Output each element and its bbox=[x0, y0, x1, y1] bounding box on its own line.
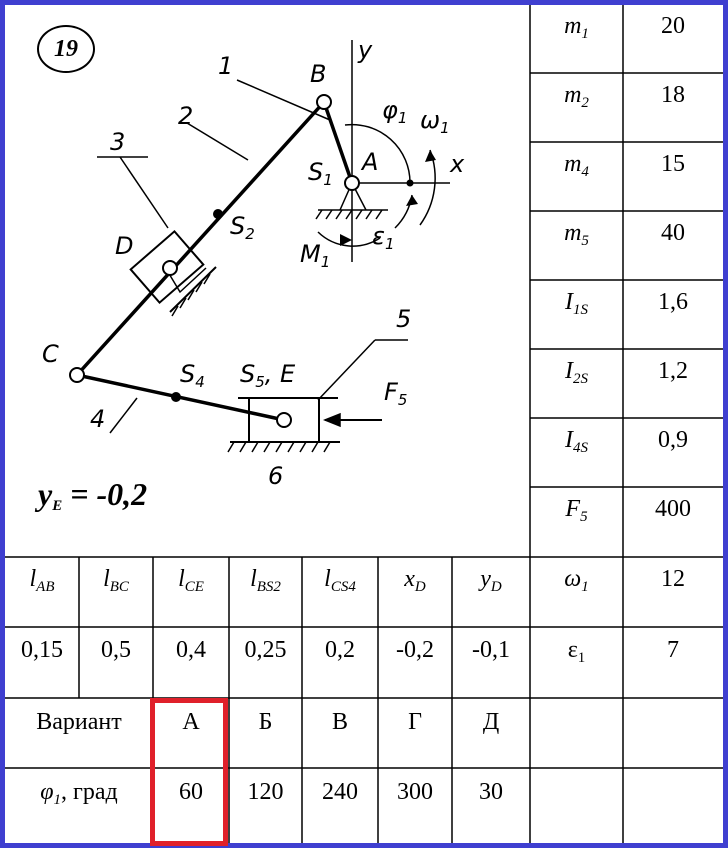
label-omega1: $\omega_1$ bbox=[420, 106, 450, 137]
length-header: $l_{BS2}$ bbox=[250, 566, 281, 595]
length-value: 0,2 bbox=[325, 637, 355, 663]
param-symbol: $m_5$ bbox=[564, 220, 589, 249]
label-point-b: B bbox=[310, 60, 327, 88]
problem-number-badge: 19 bbox=[37, 25, 95, 73]
length-value: 0,4 bbox=[176, 637, 206, 663]
param-symbol: $\omega_1$ bbox=[564, 566, 589, 595]
length-value: -0,1 bbox=[472, 637, 510, 663]
label-s4: $S_4$ bbox=[180, 360, 205, 391]
label-link-3: 3 bbox=[110, 128, 126, 156]
angle-value: 120 bbox=[247, 779, 284, 805]
param-value: 400 bbox=[655, 496, 691, 522]
param-value: 15 bbox=[661, 151, 685, 177]
param-value: 1,6 bbox=[658, 289, 688, 315]
joint-e bbox=[277, 413, 291, 427]
param-value: 40 bbox=[661, 220, 685, 246]
variant-option: Г bbox=[408, 709, 422, 735]
length-value: 0,25 bbox=[244, 637, 287, 663]
param-value: 1,2 bbox=[658, 358, 688, 384]
angle-value: 300 bbox=[397, 779, 433, 805]
label-x-axis: x bbox=[450, 150, 465, 178]
length-header: $l_{AB}$ bbox=[29, 566, 55, 595]
label-eps1: $\varepsilon_1$ bbox=[372, 222, 395, 253]
length-header: $y_D$ bbox=[480, 566, 502, 595]
label-phi1: $\varphi_1$ bbox=[382, 96, 408, 127]
param-symbol: $I_{4S}$ bbox=[565, 427, 588, 456]
param-symbol: $m_2$ bbox=[564, 82, 589, 111]
param-value: 7 bbox=[667, 637, 679, 663]
length-header: $l_{CE}$ bbox=[178, 566, 204, 595]
label-link-4: 4 bbox=[90, 405, 106, 433]
length-value: 0,15 bbox=[21, 637, 63, 663]
angle-label: $\varphi_1$, град bbox=[40, 779, 118, 808]
point-s4 bbox=[171, 392, 181, 402]
param-value: 18 bbox=[661, 82, 685, 108]
joint-c bbox=[70, 368, 84, 382]
label-link-1: 1 bbox=[218, 52, 234, 80]
param-value: 20 bbox=[661, 13, 685, 39]
label-link-2: 2 bbox=[178, 102, 194, 130]
leader-4 bbox=[110, 398, 137, 433]
label-s1: $S_1$ bbox=[308, 158, 333, 189]
param-value: 0,9 bbox=[658, 427, 688, 453]
param-symbol: $m_4$ bbox=[564, 151, 589, 180]
selected-variant-highlight bbox=[150, 698, 228, 846]
label-f5: $F_5$ bbox=[384, 378, 408, 409]
label-point-c: C bbox=[42, 340, 59, 368]
param-symbol: $I_{2S}$ bbox=[565, 358, 588, 387]
label-m1: $M_1$ bbox=[300, 240, 331, 271]
length-header: $l_{CS4}$ bbox=[324, 566, 356, 595]
variant-option: А bbox=[182, 709, 200, 735]
angle-value: 30 bbox=[479, 779, 503, 805]
angle-value: 60 bbox=[179, 779, 203, 805]
param-symbol: $F_5$ bbox=[565, 496, 588, 525]
label-point-d: D bbox=[115, 232, 134, 260]
length-value: 0,5 bbox=[101, 637, 131, 663]
y-e-equation: $y_E = -0,2$ bbox=[38, 476, 148, 514]
param-symbol: $\varepsilon_1$ bbox=[567, 637, 586, 666]
variant-option: В bbox=[331, 709, 348, 735]
label-s5-e: $S_5$, E bbox=[240, 360, 296, 391]
variant-option: Б bbox=[258, 709, 273, 735]
leader-3b bbox=[120, 157, 168, 228]
label-link-5: 5 bbox=[396, 305, 412, 333]
label-s2: $S_2$ bbox=[230, 212, 255, 243]
leader-5b bbox=[318, 340, 375, 400]
angle-value: 240 bbox=[322, 779, 358, 805]
mechanism-diagram bbox=[0, 0, 530, 557]
variant-label: Вариант bbox=[36, 709, 122, 735]
point-s2 bbox=[213, 209, 223, 219]
joint-d bbox=[163, 261, 177, 275]
param-symbol: $I_{1S}$ bbox=[565, 289, 588, 318]
joint-b bbox=[317, 95, 331, 109]
label-support-6: 6 bbox=[268, 462, 284, 490]
length-header: $x_D$ bbox=[404, 566, 426, 595]
length-value: -0,2 bbox=[396, 637, 434, 663]
leader-2 bbox=[187, 123, 248, 160]
label-y-axis: y bbox=[358, 36, 373, 64]
param-value: 12 bbox=[661, 566, 685, 592]
label-point-a: A bbox=[362, 148, 379, 176]
length-header: $l_{BC}$ bbox=[103, 566, 129, 595]
joint-a bbox=[345, 176, 359, 190]
param-symbol: $m_1$ bbox=[564, 13, 589, 42]
variant-option: Д bbox=[482, 709, 500, 735]
